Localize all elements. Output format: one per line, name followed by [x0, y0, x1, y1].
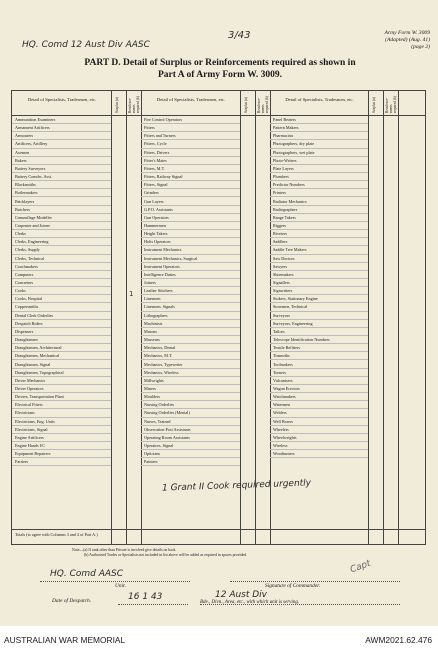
- form-reference: [385, 30, 430, 51]
- table-row: Pharmacists: [270, 132, 368, 140]
- table-row: Mechanics, Dental: [141, 344, 240, 352]
- date-value: 16 1 43: [128, 592, 163, 602]
- table-row: Camouflage Modeller: [12, 214, 111, 222]
- table-row: G.P.O. Assistants: [141, 206, 240, 214]
- table-row: Equipment Repairers: [12, 450, 111, 458]
- table-row: Storemen, Technical: [270, 303, 368, 311]
- table-row: Photographers, wet plate: [270, 149, 368, 157]
- table-row: Masseurs: [141, 336, 240, 344]
- table-row: Axemen: [12, 149, 111, 157]
- table-row: Despatch Riders: [12, 320, 111, 328]
- date-label: Date of Despatch.: [52, 598, 92, 604]
- table-row: Holts Operators: [141, 238, 240, 246]
- table-row: Watermen: [270, 401, 368, 409]
- table-row: Leather Stitchers: [141, 287, 240, 295]
- table-row: Concreters: [12, 279, 111, 287]
- archive-name: AUSTRALIAN WAR MEMORIAL: [4, 635, 126, 645]
- header-surplus-1: Surplus (a): [115, 97, 119, 113]
- table-row: Masons: [141, 328, 240, 336]
- table-row: Fitters, Drivers: [141, 149, 240, 157]
- archive-footer: [0, 626, 438, 653]
- table-row: Fitters, M.T.: [141, 165, 240, 173]
- table-row: Dispensers: [12, 328, 111, 336]
- table-row: Surveyors, Engineering: [270, 320, 368, 328]
- table-row: Instrument Operators: [141, 263, 240, 271]
- table-row: Instrument Mechanics, Surgical: [141, 255, 240, 263]
- table-row: Clerks, Supply: [12, 246, 111, 254]
- unit-label: Unit.: [115, 583, 126, 589]
- table-row: Dental Clerk Orderlies: [12, 312, 111, 320]
- table-row: Electricians: [12, 409, 111, 417]
- table-row: Wheelwrights: [270, 434, 368, 442]
- table-row: Operators, Signal: [141, 442, 240, 450]
- table-row: Artificers, Artillery: [12, 140, 111, 148]
- table-row: Panel Beaters: [270, 116, 368, 124]
- table-row: Photographers, dry plate: [270, 140, 368, 148]
- header-detail-3: Detail of Specialists, Tradesmen, etc.: [285, 97, 354, 102]
- table-row: Mechanics, M.T.: [141, 352, 240, 360]
- table-row: Toolmakers: [270, 361, 368, 369]
- table-row: Textile Refitters: [270, 344, 368, 352]
- table-row: Armourers: [12, 132, 111, 140]
- table-row: Lithographers: [141, 312, 240, 320]
- table-row: Draughtsmen, Signal: [12, 361, 111, 369]
- handwritten-date-top: 3/43: [228, 30, 251, 41]
- signature-label: Signature of Commander.: [265, 583, 321, 589]
- table-row: Boilermakers: [12, 189, 111, 197]
- table-row: Woodturners: [270, 450, 368, 458]
- table-row: Butchers: [12, 206, 111, 214]
- table-row: Cooks: [12, 287, 111, 295]
- table-row: Printers: [270, 189, 368, 197]
- table-row: Joiners: [141, 279, 240, 287]
- table-row: Gun Layers: [141, 198, 240, 206]
- unit-value: HQ. Comd AASC: [50, 569, 124, 579]
- table-row: Telescope Identification Numbers: [270, 336, 368, 344]
- table-row: Operating Room Assistants: [141, 434, 240, 442]
- header-detail-2: Detail of Specialists, Tradesmen, etc.: [156, 97, 226, 102]
- table-row: Carpenter and Joiner: [12, 222, 111, 230]
- table-row: Saddle Tree Makers: [270, 246, 368, 254]
- note-a: Note—(a) If rank other than Private is involved give details on back.: [72, 548, 177, 552]
- table-row: Predictor Numbers: [270, 181, 368, 189]
- table-row: Intelligence Duties: [141, 271, 240, 279]
- table-row: Vulcanisers: [270, 377, 368, 385]
- table-row: Driver Operators: [12, 385, 111, 393]
- table-row: Saddlers: [270, 238, 368, 246]
- table-row: Signallers: [270, 279, 368, 287]
- table-row: Tinsmiths: [270, 352, 368, 360]
- table-row: Wheelers: [270, 426, 368, 434]
- specialists-table: [11, 90, 426, 545]
- table-row: Tailors: [270, 328, 368, 336]
- totals-label: Totals (to agree with Columns 3 and 4 of Part A.): [15, 532, 98, 537]
- table-row: Sawyers: [270, 263, 368, 271]
- handwritten-note: 1 Grant II Cook required urgently: [161, 478, 312, 494]
- table-row: Clerks, Engineering: [12, 238, 111, 246]
- table-row: Radiographers: [270, 206, 368, 214]
- form-ref-line-1: Army Form W. 3009: [384, 30, 430, 36]
- table-row: Ammunition Examiners: [12, 116, 111, 124]
- header-reinf-3: Reinforce-ments required (b): [385, 95, 397, 113]
- handwritten-unit-top: HQ. Comd 12 Aust Div AASC: [22, 40, 150, 50]
- table-row: Battery Comdrs. Asst.: [12, 173, 111, 181]
- table-row: Nurses, Trained: [141, 418, 240, 426]
- table-row: Plumbers: [270, 173, 368, 181]
- table-row: Computers: [12, 271, 111, 279]
- table-row: Draughtsmen, Architectural: [12, 344, 111, 352]
- table-row: Instrument Mechanics: [141, 246, 240, 254]
- table-row: Clerks: [12, 230, 111, 238]
- table-row: Blacksmiths: [12, 181, 111, 189]
- title-line-2: Part A of Army Form W. 3009.: [157, 70, 282, 80]
- table-row: Battery Surveyors: [12, 165, 111, 173]
- table-row: Riveters: [270, 230, 368, 238]
- table-row: Turners: [270, 369, 368, 377]
- table-row: Pattern Makers: [270, 124, 368, 132]
- table-row: Cooks, Hospital: [12, 295, 111, 303]
- table-row: Mechanics, Typewriter: [141, 361, 240, 369]
- table-row: Fitter's Mates: [141, 157, 240, 165]
- table-row: Stokers, Stationary Engine: [270, 295, 368, 303]
- handwritten-cooks-count: 1: [129, 290, 134, 298]
- table-row: Machinists: [141, 320, 240, 328]
- table-row: Saw Doctors: [270, 255, 368, 263]
- table-row: Fitters, Railway Signal: [141, 173, 240, 181]
- title-line-1: PART D. Detail of Surplus or Reinforcements required as shown in: [84, 58, 356, 68]
- table-row: Wireless: [270, 442, 368, 450]
- table-row: Nursing Orderlies (Mental): [141, 409, 240, 417]
- table-row: Clerks, Technical: [12, 255, 111, 263]
- table-row: Moulders: [141, 393, 240, 401]
- table-row: Draughtsmen, Topographical: [12, 369, 111, 377]
- note-b: (b) Authorised Trades or Specialists not included in list above will be added as required in spaces provided.: [84, 553, 248, 557]
- table-row: Opticians: [141, 450, 240, 458]
- header-surplus-2: Surplus (a): [244, 97, 248, 113]
- table-row: Driver Mechanics: [12, 377, 111, 385]
- header-reinf-1: Reinforce-ments required (b): [128, 95, 140, 113]
- table-row: Riggers: [270, 222, 368, 230]
- table-row: Fitters, Signal: [141, 181, 240, 189]
- table-row: Painters: [141, 458, 240, 466]
- table-row: Height Takers: [141, 230, 240, 238]
- table-row: Wagon Erectors: [270, 385, 368, 393]
- bde-value: 12 Aust Div: [215, 590, 268, 600]
- table-row: Bricklayers: [12, 198, 111, 206]
- table-row: Linesmen, Signals: [141, 303, 240, 311]
- table-row: Farriers: [12, 458, 111, 466]
- form-ref-line-2: (Adapted) (Aug. 41): [385, 37, 430, 43]
- table-row: Bakers: [12, 157, 111, 165]
- archive-id: AWM2021.62.476: [365, 635, 432, 645]
- table-row: Well Borers: [270, 418, 368, 426]
- table-row: Coachmakers: [12, 263, 111, 271]
- table-row: Electricians, Signal: [12, 426, 111, 434]
- header-detail-1: Detail of Specialists, Tradesmen, etc.: [27, 97, 97, 102]
- table-row: Radiator Mechanics: [270, 198, 368, 206]
- table-row: Welders: [270, 409, 368, 417]
- table-row: Coppersmiths: [12, 303, 111, 311]
- table-row: Fitters and Turners: [141, 132, 240, 140]
- header-reinf-2: Reinforce-ments required (b): [257, 95, 269, 113]
- table-row: Fitters, Cycle: [141, 140, 240, 148]
- table-row: Photo-Writers: [270, 157, 368, 165]
- form-ref-line-3: (page 2): [411, 44, 430, 50]
- table-row: Draughtsmen, Mechanical: [12, 352, 111, 360]
- form-title: [40, 57, 400, 81]
- table-row: Signwriters: [270, 287, 368, 295]
- table-row: Electrical Fitters: [12, 401, 111, 409]
- table-row: Miners: [141, 385, 240, 393]
- table-row: Range Takers: [270, 214, 368, 222]
- form-notes: [72, 548, 247, 558]
- table-row: Millwrights: [141, 377, 240, 385]
- table-row: Electricians, Eng. Units: [12, 418, 111, 426]
- table-row: Linesmen: [141, 295, 240, 303]
- table-row: Observation Post Assistants: [141, 426, 240, 434]
- table-row: Grinders: [141, 189, 240, 197]
- table-row: Mechanics, Wireless: [141, 369, 240, 377]
- table-row: Engine Hands I/C: [12, 442, 111, 450]
- table-row: Plate Layers: [270, 165, 368, 173]
- table-row: Fitters: [141, 124, 240, 132]
- table-row: Engine Artificers: [12, 434, 111, 442]
- table-row: Drivers, Transportation Plant: [12, 393, 111, 401]
- table-row: Gun Operators: [141, 214, 240, 222]
- header-surplus-3: Surplus (a): [372, 97, 376, 113]
- table-row: Shoemakers: [270, 271, 368, 279]
- table-row: Nursing Orderlies: [141, 401, 240, 409]
- table-row: Armament Artificers: [12, 124, 111, 132]
- table-row: Watchmakers: [270, 393, 368, 401]
- table-row: Hammermen: [141, 222, 240, 230]
- table-row: Fire Control Operators: [141, 116, 240, 124]
- table-row: Draughtsmen: [12, 336, 111, 344]
- signature-value: Capt: [348, 558, 373, 576]
- table-row: Surveyors: [270, 312, 368, 320]
- bde-label: Bde., Divn., Area, etc., with which unit is serving.: [200, 600, 300, 605]
